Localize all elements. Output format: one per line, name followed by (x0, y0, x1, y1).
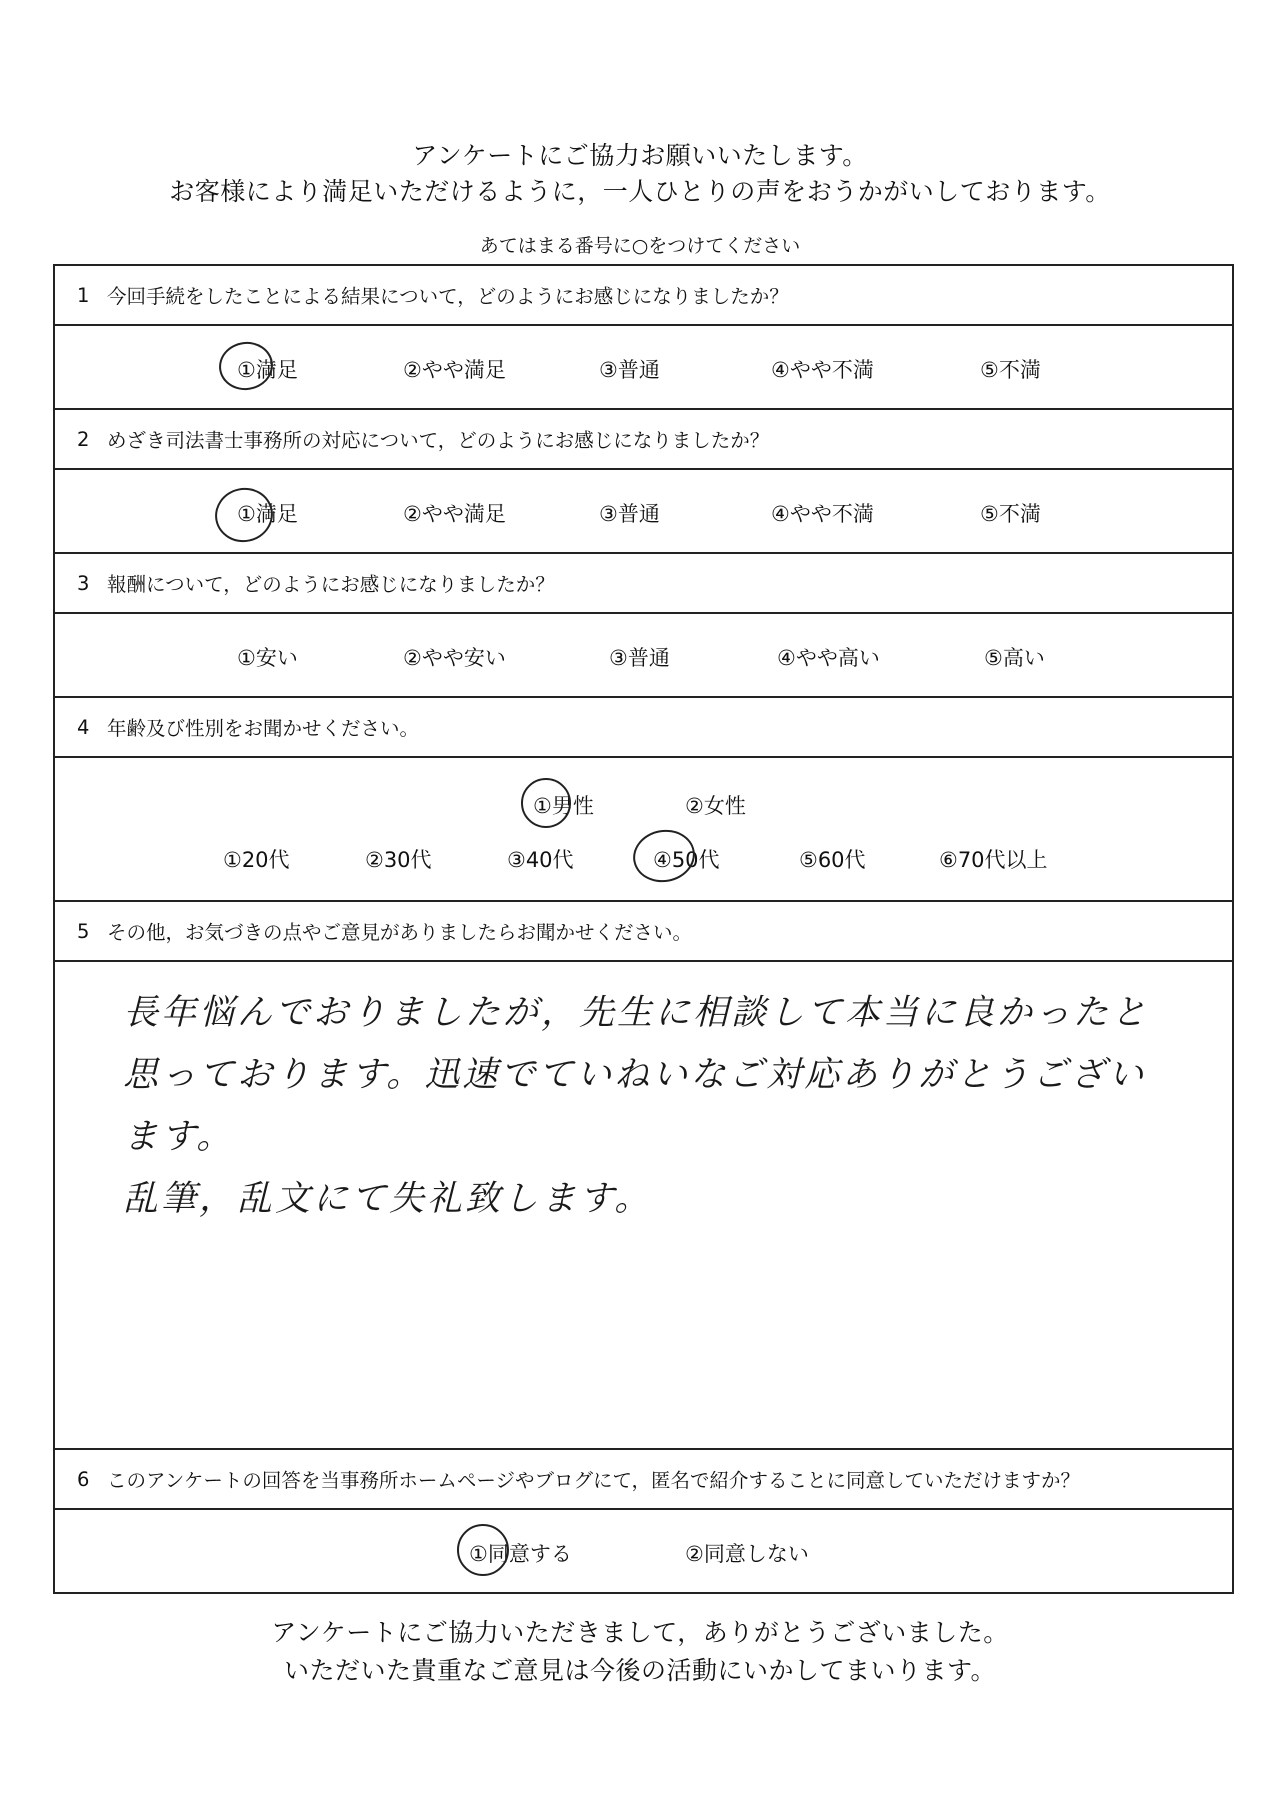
header-line-2: お客様により満足いただけるように，一人ひとりの声をおうかがいしております。 (169, 177, 1111, 206)
answer-4 (55, 758, 1232, 902)
q4-gender-option-1[interactable]: ①男性 (533, 794, 594, 818)
question-6-text: このアンケートの回答を当事務所ホームページやブログにて，匿名で紹介することに同意していただけますか？ (107, 1469, 1081, 1492)
q4-age-option-3[interactable]: ③40代 (507, 848, 574, 872)
q2-option-5[interactable]: ⑤不満 (980, 502, 1041, 526)
q3-option-1[interactable]: ①安い (237, 646, 298, 670)
question-1 (55, 266, 1232, 326)
q6-option-1[interactable]: ①同意する (469, 1542, 572, 1566)
answer-6 (55, 1510, 1232, 1594)
q2-option-2[interactable]: ②やや満足 (403, 502, 506, 526)
question-3-number: 3 (77, 571, 90, 595)
question-1-number: 1 (77, 283, 90, 307)
handwritten-comment (123, 982, 1183, 1230)
survey-footer (0, 1614, 1280, 1690)
question-6-number: 6 (77, 1467, 90, 1491)
question-4-text: 年齢及び性別をお聞かせください。 (107, 717, 420, 740)
q4-age-option-4[interactable]: ④50代 (653, 848, 720, 872)
question-5 (55, 902, 1232, 962)
question-3 (55, 554, 1232, 614)
survey-header (0, 138, 1280, 210)
q3-option-4[interactable]: ④やや高い (777, 646, 880, 670)
header-line-1: アンケートにご協力お願いいたします。 (412, 141, 868, 170)
question-4 (55, 698, 1232, 758)
question-5-number: 5 (77, 919, 90, 943)
q2-option-4[interactable]: ④やや不満 (771, 502, 874, 526)
question-2 (55, 410, 1232, 470)
q1-option-3[interactable]: ③普通 (599, 358, 660, 382)
comment-line-3: 乱筆，乱文にて失礼致します。 (123, 1179, 653, 1219)
question-4-number: 4 (77, 715, 90, 739)
footer-line-1: アンケートにご協力いただきまして，ありがとうございました。 (271, 1618, 1009, 1647)
q1-option-2[interactable]: ②やや満足 (403, 358, 506, 382)
q2-option-1[interactable]: ①満足 (237, 502, 298, 526)
question-3-text: 報酬について，どのようにお感じになりましたか？ (107, 573, 555, 596)
q4-age-option-1[interactable]: ①20代 (223, 848, 290, 872)
q4-age-option-2[interactable]: ②30代 (365, 848, 432, 872)
q3-option-5[interactable]: ⑤高い (984, 646, 1045, 670)
question-2-number: 2 (77, 427, 90, 451)
instruction-text: あてはまる番号に○をつけてください (479, 235, 801, 257)
q3-option-2[interactable]: ②やや安い (403, 646, 506, 670)
answer-2 (55, 470, 1232, 554)
q4-gender-option-2[interactable]: ②女性 (685, 794, 746, 818)
question-1-text: 今回手続をしたことによる結果について，どのようにお感じになりましたか？ (107, 285, 789, 308)
question-5-text: その他，お気づきの点やご意見がありましたらお聞かせください。 (107, 921, 693, 944)
q4-age-option-5[interactable]: ⑤60代 (799, 848, 866, 872)
question-2-text: めざき司法書士事務所の対応について，どのようにお感じになりましたか？ (107, 429, 770, 452)
q6-option-2[interactable]: ②同意しない (685, 1542, 809, 1566)
comment-line-1: 長年悩んでおりましたが，先生に相談して本当に良かったと (123, 993, 1150, 1033)
q4-age-option-6[interactable]: ⑥70代以上 (939, 848, 1048, 872)
q1-option-4[interactable]: ④やや不満 (771, 358, 874, 382)
comment-line-2: 思っております。迅速でていねいなご対応ありがとうございます。 (123, 1055, 1147, 1157)
question-6 (55, 1450, 1232, 1510)
survey-form (53, 264, 1234, 1594)
answer-5-comment-box (55, 962, 1232, 1450)
q2-option-3[interactable]: ③普通 (599, 502, 660, 526)
q1-option-1[interactable]: ①満足 (237, 358, 298, 382)
q3-option-3[interactable]: ③普通 (609, 646, 670, 670)
answer-1 (55, 326, 1232, 410)
answer-3 (55, 614, 1232, 698)
footer-line-2: いただいた貴重なご意見は今後の活動にいかしてまいります。 (283, 1656, 996, 1685)
q1-option-5[interactable]: ⑤不満 (980, 358, 1041, 382)
